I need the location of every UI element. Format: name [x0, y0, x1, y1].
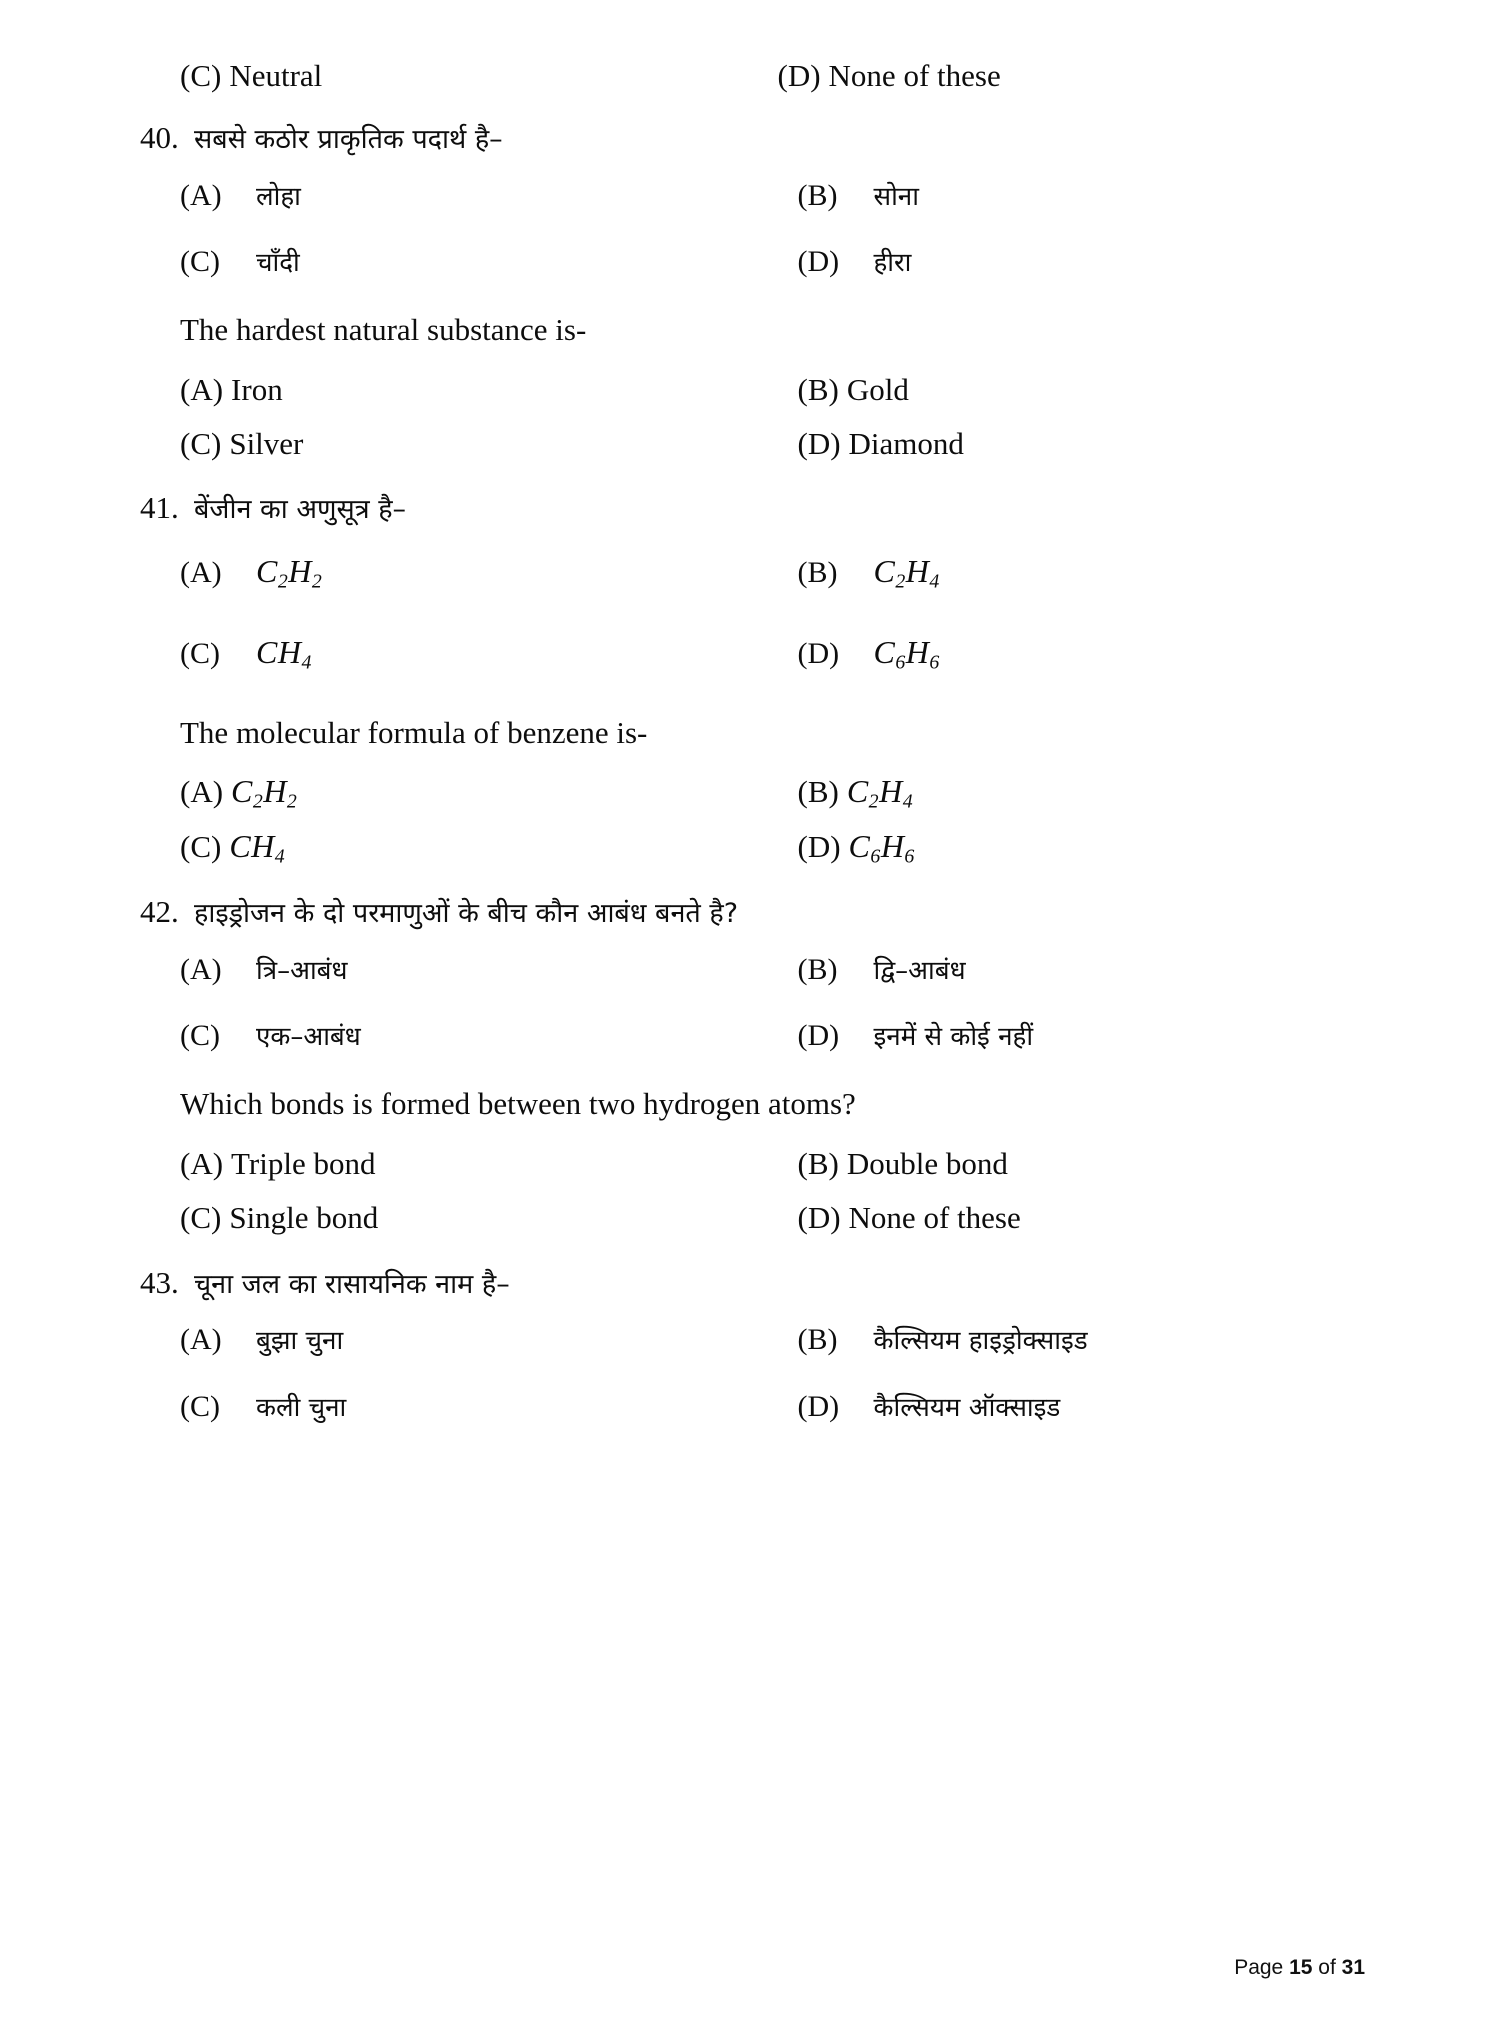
option-d — [778, 58, 1376, 94]
question-block-42 — [140, 894, 1375, 1238]
question-43-hindi-stem — [140, 1265, 1375, 1302]
footer-total-pages: 31 — [1341, 1956, 1365, 1979]
option-b-label: (B) — [797, 774, 839, 810]
option-a-label: (A) — [180, 952, 222, 986]
option-d — [758, 1198, 1376, 1238]
option-b — [758, 370, 1376, 410]
option-b-label: (B) — [797, 1323, 838, 1357]
option-a — [140, 1144, 758, 1184]
option-c-label: (C) — [180, 58, 222, 93]
option-a-label: (A) — [180, 1323, 222, 1357]
question-block-40 — [140, 120, 1375, 464]
option-row — [140, 1198, 1375, 1238]
option-d-label: (D) — [797, 1019, 840, 1053]
option-b-text: द्वि–आबंध — [873, 955, 966, 986]
option-a-text: बुझा चुना — [256, 1326, 344, 1357]
option-c-text: कली चुना — [256, 1392, 347, 1423]
option-c-formula: $CH_4$ — [229, 827, 286, 868]
option-b — [758, 179, 1376, 213]
option-b — [758, 1144, 1376, 1184]
option-c-label: (C) — [180, 1019, 220, 1053]
question-42-number: 42. — [140, 894, 179, 930]
question-41-number: 41. — [140, 490, 179, 526]
option-row — [140, 773, 1375, 814]
option-a — [140, 953, 758, 987]
question-41-hindi-stem — [140, 490, 1375, 527]
option-b-label: (B) — [797, 1146, 839, 1182]
option-c-label: (C) — [180, 426, 222, 462]
option-d-label: (D) — [777, 58, 821, 93]
option-c — [140, 1390, 758, 1424]
option-b-label: (B) — [797, 952, 838, 986]
question-40-english-stem: The hardest natural substance is- — [180, 312, 587, 348]
option-b-formula: $C_2H_4$ — [846, 773, 914, 813]
question-block-43 — [140, 1265, 1375, 1424]
question-43-number: 43. — [140, 1264, 179, 1300]
option-d-text: हीरा — [873, 247, 912, 278]
question-42-hindi-text: हाइड्रोजन के दो परमाणुओं के बीच कौन आबंध बनते है? — [194, 898, 739, 930]
option-d — [758, 1019, 1376, 1053]
question-43-hindi-text: चूना जल का रासायनिक नाम है– — [194, 1268, 510, 1300]
option-d — [758, 828, 1376, 869]
option-b — [758, 773, 1376, 814]
option-c — [140, 634, 758, 675]
option-b-label: (B) — [797, 178, 838, 212]
option-row — [140, 553, 1375, 594]
option-b-text: कैल्सियम हाइड्रोक्साइड — [873, 1326, 1088, 1357]
option-d-label: (D) — [797, 426, 841, 462]
option-row — [140, 370, 1375, 410]
question-42-english-stem: Which bonds is formed between two hydrogen atoms? — [180, 1086, 856, 1122]
option-a-formula: $C_2H_2$ — [256, 553, 323, 593]
option-c-label: (C) — [180, 1200, 222, 1236]
question-40-hindi-stem — [140, 120, 1375, 157]
option-a — [140, 179, 758, 213]
option-c-text: Single bond — [229, 1200, 379, 1236]
question-41-formula-options — [140, 553, 1375, 674]
option-c-label: (C) — [180, 1389, 220, 1423]
option-row — [140, 828, 1375, 869]
option-d — [758, 424, 1376, 464]
option-d-text: कैल्सियम ऑक्साइड — [873, 1392, 1061, 1423]
option-b-label: (B) — [797, 371, 839, 407]
option-a — [140, 1323, 758, 1357]
option-c-label: (C) — [180, 828, 222, 864]
option-d-formula: $C_6H_6$ — [848, 827, 915, 868]
option-row — [140, 245, 1375, 279]
option-c — [140, 245, 758, 279]
question-42-hindi-options — [140, 953, 1375, 1053]
option-c — [140, 1198, 758, 1238]
option-c — [140, 1019, 758, 1053]
question-40-number: 40. — [140, 120, 179, 155]
question-42-english-options — [140, 1144, 1375, 1239]
footer-prefix: Page — [1234, 1956, 1284, 1979]
option-a-label: (A) — [180, 774, 224, 810]
option-d — [758, 1390, 1376, 1424]
option-row — [140, 424, 1375, 464]
option-d — [758, 245, 1376, 279]
option-a-label: (A) — [180, 556, 222, 590]
option-d-text: None of these — [828, 58, 1001, 93]
option-c-text: चाँदी — [256, 247, 300, 278]
page-footer — [1234, 1956, 1365, 1980]
option-row — [140, 179, 1375, 213]
footer-page-number: 15 — [1289, 1956, 1313, 1979]
option-c — [140, 424, 758, 464]
question-42-hindi-stem — [140, 894, 1375, 931]
option-a-text: त्रि–आबंध — [256, 955, 348, 986]
option-c-text: Silver — [229, 426, 304, 462]
option-b-formula: $C_2H_4$ — [873, 553, 940, 593]
question-41-hindi-text: बेंजीन का अणुसूत्र है– — [194, 494, 407, 526]
option-a-label: (A) — [180, 178, 222, 212]
option-row — [140, 1019, 1375, 1053]
option-row — [140, 1390, 1375, 1424]
option-a — [140, 553, 758, 594]
option-row — [140, 953, 1375, 987]
option-c — [140, 828, 758, 869]
option-c-formula: $CH_4$ — [256, 633, 312, 674]
option-row — [140, 634, 1375, 675]
option-d — [758, 634, 1376, 675]
option-b-text: Double bond — [846, 1146, 1008, 1182]
option-d-text: None of these — [848, 1200, 1021, 1236]
option-c-text: Neutral — [229, 58, 323, 93]
footer-middle: of — [1318, 1956, 1336, 1979]
option-c-label: (C) — [180, 636, 220, 670]
option-d-label: (D) — [797, 1200, 841, 1236]
option-a — [140, 370, 758, 410]
question-43-hindi-options — [140, 1323, 1375, 1423]
option-d-text: Diamond — [848, 426, 964, 462]
top-partial-option-row — [140, 58, 1375, 94]
option-b-text: सोना — [873, 181, 919, 212]
question-40-english-options — [140, 370, 1375, 465]
option-a-text: Iron — [231, 371, 283, 407]
option-b — [758, 1323, 1376, 1357]
question-40-hindi-text: सबसे कठोर प्राकृतिक पदार्थ है– — [194, 124, 503, 155]
option-d-formula: $C_6H_6$ — [873, 633, 940, 674]
option-b — [758, 553, 1376, 594]
option-d-text: इनमें से कोई नहीं — [873, 1022, 1034, 1053]
question-40-hindi-options — [140, 179, 1375, 279]
option-b — [758, 953, 1376, 987]
option-c-text: एक–आबंध — [256, 1022, 361, 1053]
option-d-label: (D) — [797, 636, 840, 670]
option-b-text: Gold — [846, 371, 909, 407]
option-a-text: Triple bond — [231, 1146, 376, 1182]
question-block-41 — [140, 490, 1375, 868]
option-d-label: (D) — [797, 244, 840, 278]
option-c-label: (C) — [180, 244, 220, 278]
option-d-label: (D) — [797, 1389, 840, 1423]
option-a-label: (A) — [180, 1146, 224, 1182]
question-41-english-formula-options — [140, 773, 1375, 868]
option-row — [140, 1323, 1375, 1357]
question-41-english-stem: The molecular formula of benzene is- — [180, 715, 648, 751]
option-a-label: (A) — [180, 371, 224, 407]
option-c — [180, 58, 778, 94]
option-a — [140, 773, 758, 814]
option-d-label: (D) — [797, 828, 841, 864]
option-row — [140, 1144, 1375, 1184]
option-a-text: लोहा — [256, 181, 301, 212]
option-b-label: (B) — [797, 556, 838, 590]
option-a-formula: $C_2H_2$ — [231, 773, 298, 813]
